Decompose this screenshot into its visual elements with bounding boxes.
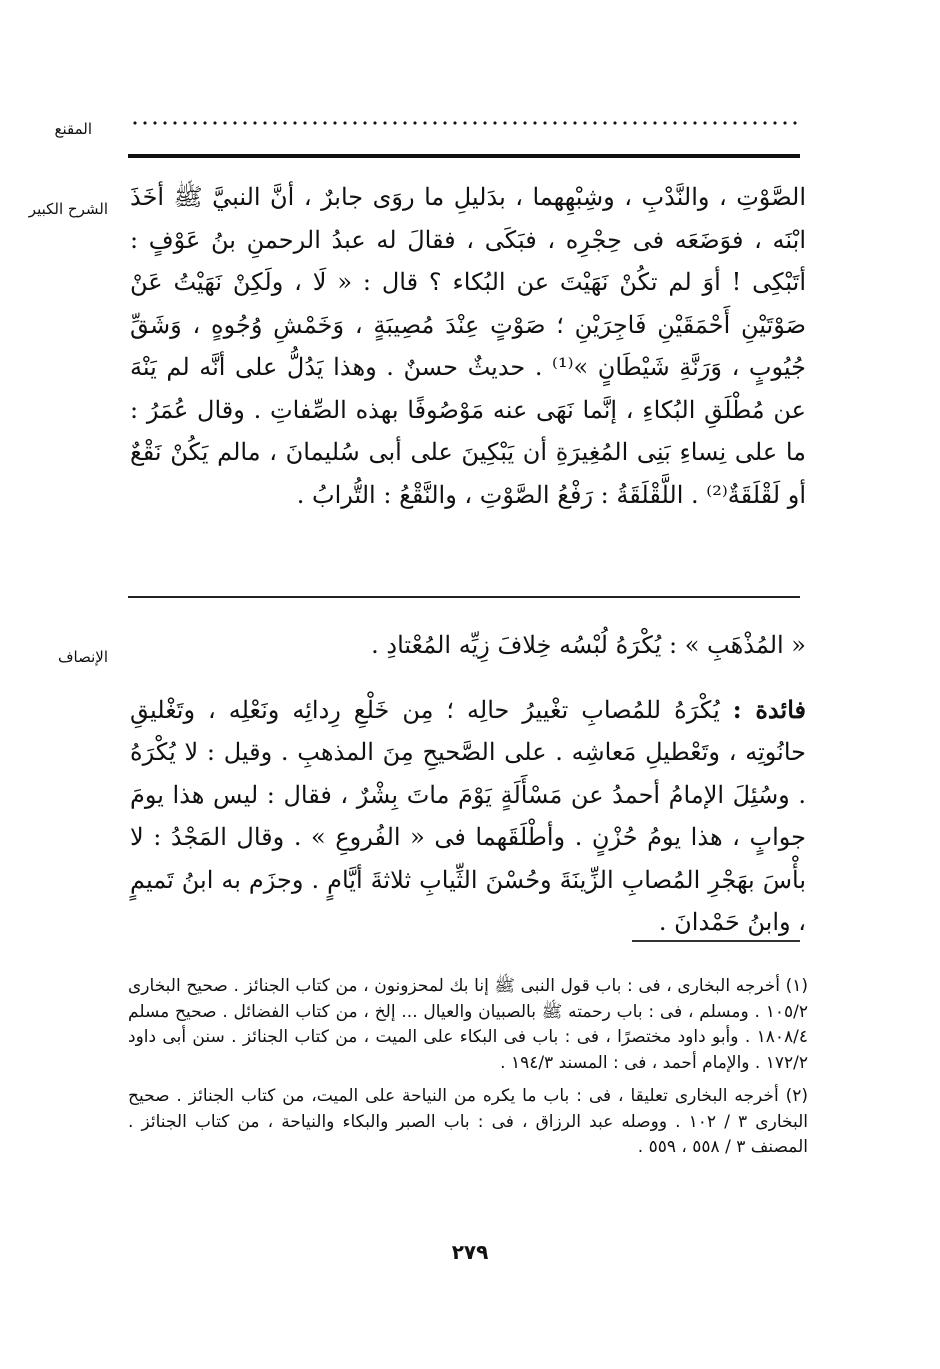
section-divider	[128, 596, 800, 598]
faida-text: يُكْرَهُ للمُصابِ تغْييرُ حالِه ؛ مِن خَلْعِ رِدائِه ونَعْلِه ، وتَغْليقِ حانُوتِه ، وتَعْطيلِ مَعاشِه . على الصَّحيحِ مِنَ المذهبِ . وقيل : لا يُكْرَهُ . وسُئِلَ الإمامُ أحمدُ عن مَسْأَلَةٍ يَوْمَ ماتَ بِشْرٌ ، فقال : ليس هذا يومَ جوابٍ ، هذا يومُ حُزْنٍ . وأطْلَقَهما فى « الفُروعِ » . وقال المَجْدُ : لا بأْسَ بهَجْرِ المُصابِ الزِّينَةَ وحُسْنَ الثِّيابِ ثلاثةَ أيَّامٍ . وجزَم به ابنُ تَميمٍ ، وابنُ حَمْدانَ .	[130, 695, 806, 936]
margin-label-sharh: الشرح الكبير	[28, 200, 108, 218]
header-rule	[128, 154, 800, 158]
footnote-1: (١) أخرجه البخارى ، فى : باب قول النبى ﷺ إنا بك لمحزونون ، من كتاب الجنائز . صحيح البخارى ١٠٥/٢ . ومسلم ، فى : باب رحمته ﷺ بالصبيان والعيال ... إلخ ، من كتاب الفضائل . صحيح مسلم ١٨٠٨/٤ . وأبو داود مختصرًا ، فى : باب فى البكاء على الميت ، من كتاب الجنائز . سنن أبى داود ١٧٢/٢ . والإمام أحمد ، فى : المسند ١٩٤/٣ .	[128, 976, 808, 1073]
footnote-rule	[632, 940, 800, 942]
page-number: ٢٧٩	[451, 1240, 489, 1264]
margin-label-insaf: الإنصاف	[57, 648, 108, 666]
faida-paragraph	[130, 689, 806, 944]
dotted-separator	[130, 116, 800, 130]
madhhab-line: « المُذْهَبِ » : يُكْرَهُ لُبْسُه خِلافَ زِيِّه المُعْتادِ .	[371, 631, 806, 659]
sharh-paragraph: الصَّوْتِ ، والنَّدْبِ ، وشِبْهِهما ، بدَليلِ ما روَى جابرٌ ، أنَّ النبيَّ ﷺ أخَذَ ابْنَه ، فوَضَعَه فى حِجْرِه ، فبَكَى ، فقالَ له عبدُ الرحمنِ بنُ عَوْفٍ : أتَبْكِى ! أوَ لم تكُنْ نَهَيْتَ عن البُكاء ؟ قال : « لَا ، ولَكِنْ نَهَيْتُ عَنْ صَوْتَيْنِ أَحْمَقَيْنِ فَاجِرَيْنِ ؛ صَوْتٍ عِنْدَ مُصِيبَةٍ ، وَخَمْشِ وُجُوهٍ ، وَشَقِّ جُيُوبٍ ، وَرَنَّةِ شَيْطَانٍ »⁽¹⁾ . حديثٌ حسنٌ . وهذا يَدُلُّ على أنَّه لم يَنْهَ عن مُطْلَقِ البُكاءِ ، إنَّما نَهَى عنه مَوْصُوفًا بهذه الصِّفاتِ . وقال عُمَرُ : ما على نِساءِ بَنِى المُغِيرَةِ أن يَبْكِينَ على أبى سُليمانَ ، مالم يَكُنْ نَقْعٌ أو لَقْلَقَةٌ⁽²⁾ . اللَّقْلَقَةُ : رَفْعُ الصَّوْتِ ، والنَّقْعُ : التُّرابُ .	[130, 183, 806, 509]
running-title: المقنع	[54, 120, 92, 138]
footnotes-block	[128, 974, 808, 1169]
faida-lead: فائدة :	[732, 694, 806, 724]
sharh-text-block	[130, 176, 806, 516]
footnote-2: (٢) أخرجه البخارى تعليقا ، فى : باب ما يكره من النياحة على الميت، من كتاب الجنائز . صحيح البخارى ٣ / ١٠٢ . ووصله عبد الرزاق ، فى : باب الصبر والبكاء والنياحة ، من كتاب الجنائز . المصنف ٣ / ٥٥٨ ، ٥٥٩ .	[128, 1086, 809, 1157]
insaf-text-block	[130, 624, 806, 944]
